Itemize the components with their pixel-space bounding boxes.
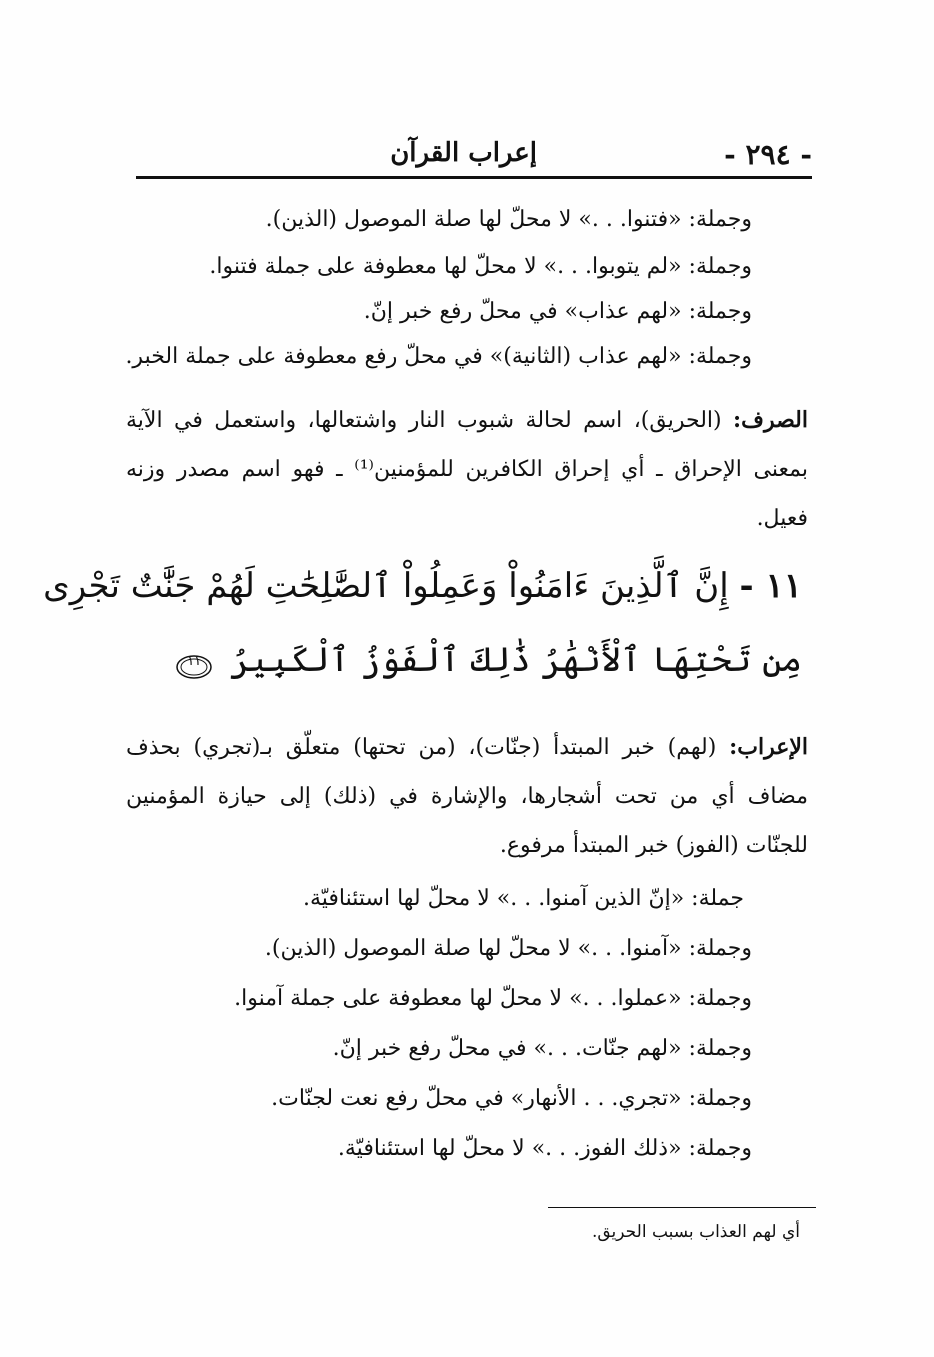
clause-line: وجملة: «تجري. . . الأنهار» في محلّ رفع نعت لجنّات.	[271, 1086, 752, 1111]
footnote: أي لهم العذاب بسبب الحريق.	[591, 1222, 800, 1242]
page-header	[136, 138, 812, 176]
page-number: - ٢٩٤ -	[724, 138, 812, 171]
footnote-rule	[548, 1207, 816, 1208]
verse-text-1: إِنَّ ٱلَّذِينَ ءَامَنُواْ وَعَمِلُواْ ٱلصَّٰلِحَٰتِ لَهُمْ جَنَّٰتٌ تَجْرِى	[43, 566, 729, 606]
clause-line: وجملة: «آمنوا. . .» لا محلّ لها صلة الموصول (الذين).	[264, 936, 752, 961]
irab-text: (لهم) خبر المبتدأ (جنّات)، (من تحتها) متعلّق بـ(تجري) بحذف مضاف أي من تحت أشجارها، والإشارة في (ذلك) إلى حيازة المؤمنين للجنّات (الفوز) خبر المبتدأ مرفوع.	[126, 735, 808, 858]
sarf-label: الصرف:	[733, 407, 808, 433]
running-title: إعراب القرآن	[390, 138, 537, 168]
header-rule	[136, 176, 812, 179]
clause-line: وجملة: «لهم عذاب (الثانية)» في محلّ رفع معطوفة على جملة الخبر.	[125, 344, 752, 369]
verse-number: ١١ -	[739, 566, 802, 606]
clause-line: وجملة: «لم يتوبوا. . .» لا محلّ لها معطوفة على جملة فتنوا.	[209, 254, 752, 279]
verse-line-2	[142, 640, 802, 680]
irab-label: الإعراب:	[729, 734, 808, 760]
clause-line: وجملة: «عملوا. . .» لا محلّ لها معطوفة على جملة آمنوا.	[234, 986, 752, 1011]
irab-paragraph	[126, 723, 808, 870]
clause-line: وجملة: «فتنوا. . .» لا محلّ لها صلة الموصول (الذين).	[265, 207, 752, 232]
sarf-paragraph	[126, 396, 808, 543]
clause-line: وجملة: «لهم عذاب» في محلّ رفع خبر إنّ.	[363, 299, 752, 324]
verse-text-2: مِن تَحْتِهَا ٱلْأَنْهَٰرُ ذَٰلِكَ ٱلْفَوْزُ ٱلْكَبِيرُ	[229, 640, 802, 680]
clause-line: جملة: «إنّ الذين آمنوا. . .» لا محلّ لها استئنافيّة.	[302, 886, 744, 911]
ayah-number: ١١	[187, 654, 202, 669]
sarf-text: (الحريق)، اسم لحالة شبوب النار واشتعالها، واستعمل في الآية بمعنى الإحراق ـ أي إحراق الكافرين للمؤمنين⁽¹⁾ ـ فهو اسم مصدر وزنه فعيل.	[126, 408, 808, 531]
ayah-end-marker-icon	[175, 649, 213, 675]
clause-line: وجملة: «لهم جنّات. . .» في محلّ رفع خبر إنّ.	[332, 1036, 752, 1061]
clause-line: وجملة: «ذلك الفوز. . .» لا محلّ لها استئنافيّة.	[337, 1136, 752, 1161]
verse-line-1	[43, 566, 802, 606]
